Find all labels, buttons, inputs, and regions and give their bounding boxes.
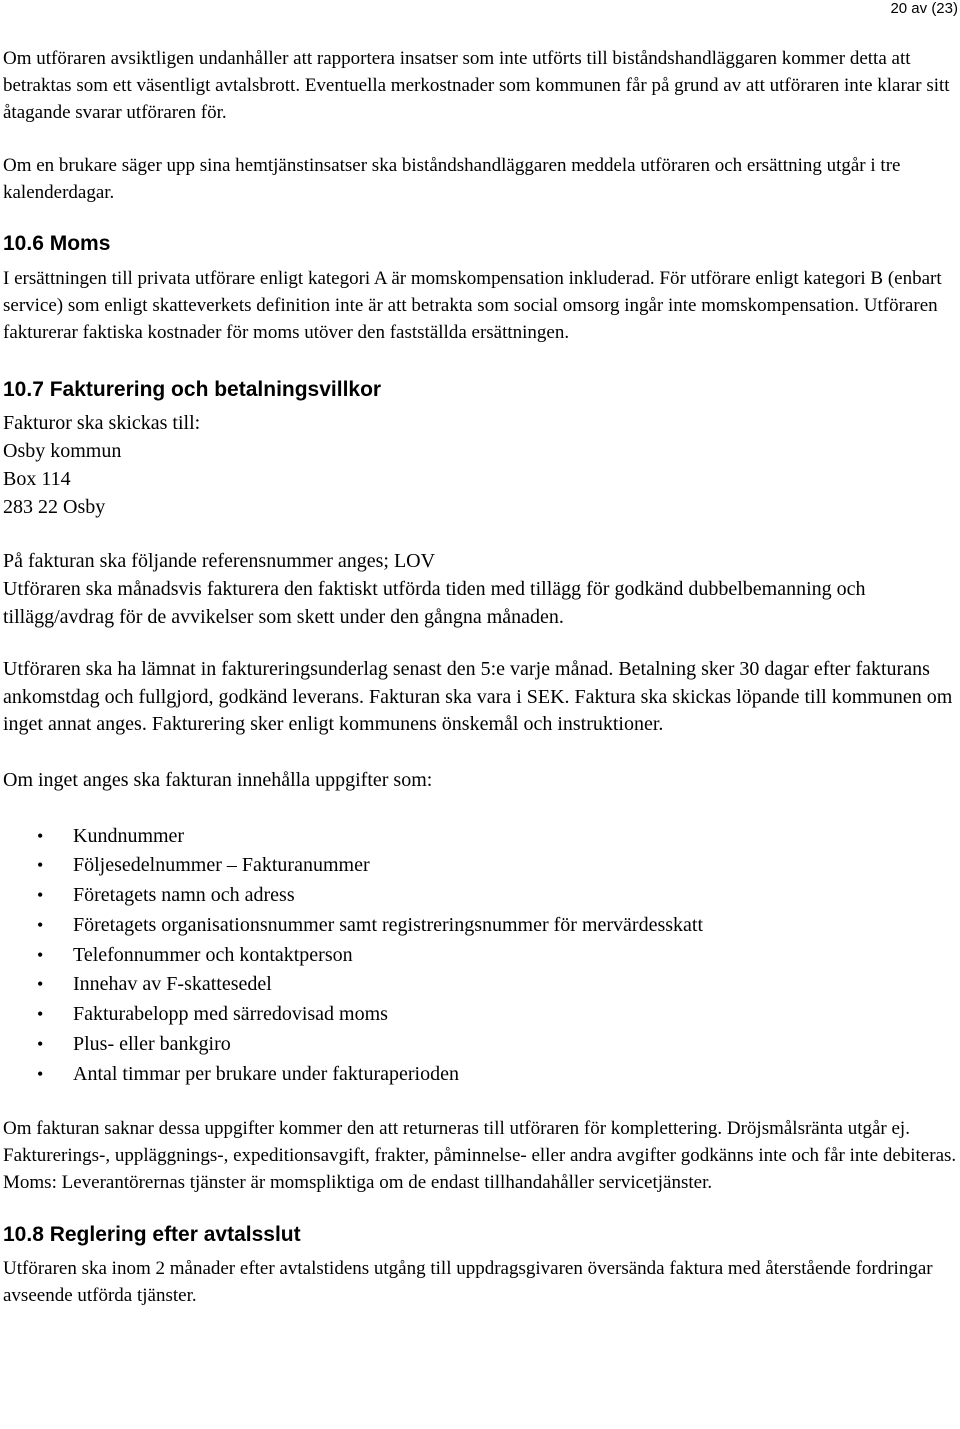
list-item: • Innehav av F-skattesedel <box>3 970 957 1000</box>
document-body <box>3 45 957 1309</box>
address-line-3: 283 22 Osby <box>3 496 106 518</box>
paragraph-settlement: Utföraren ska inom 2 månader efter avtalstidens utgång till uppdragsgivaren översända faktura med återstående fordringar avseende utförda tjänster. <box>3 1257 933 1306</box>
list-item: • Kundnummer <box>3 822 957 852</box>
heading-moms: 10.6 Moms <box>3 232 111 255</box>
paragraph-cancellation: Om en brukare säger upp sina hemtjänstinsatser ska biståndshandläggaren meddela utföraren och ersättning utgår i tre kalenderdagar. <box>3 155 901 203</box>
paragraph-monthly-invoicing: Utföraren ska månadsvis fakturera den faktiskt utförda tiden med tillägg för godkänd dubbelbemanning och tillägg/avdrag för de avvikelser som skett under den gångna månaden. <box>3 578 866 628</box>
list-item: • Företagets namn och adress <box>3 881 957 911</box>
address-line-1: Osby kommun <box>3 440 122 462</box>
heading-settlement: 10.8 Reglering efter avtalsslut <box>3 1222 301 1246</box>
list-item: • Antal timmar per brukare under fakturaperioden <box>3 1060 957 1090</box>
invoice-address-block <box>3 409 957 521</box>
page-number: 20 av (23) <box>890 0 958 17</box>
list-item: • Företagets organisationsnummer samt registreringsnummer för mervärdesskatt <box>3 911 957 941</box>
list-item: • Plus- eller bankgiro <box>3 1030 957 1060</box>
paragraph-missing-info: Om fakturan saknar dessa uppgifter kommer den att returneras till utföraren för komplettering. Dröjsmålsränta utgår ej. Fakturerings-, uppläggnings-, expeditionsavgift, frakter, påminnelse- eller andra avgifter godkänns inte och får inte debiteras. Moms: Leverantörernas tjänster är momspliktiga om de endast tillhandahåller servicetjänster. <box>3 1117 957 1193</box>
paragraph-moms: I ersättningen till privata utförare enligt kategori A är momskompensation inkluderad. För utförare enligt kategori B (enbart service) som enligt skatteverkets definition inte är att betrakta som social omsorg ingår inte momskompensation. Utföraren fakturerar faktiska kostnader för moms utöver den fastställda ersättningen. <box>3 268 942 343</box>
paragraph-list-intro: Om inget anges ska fakturan innehålla uppgifter som: <box>3 768 433 791</box>
paragraph-reference: På fakturan ska följande referensnummer anges; LOV <box>3 550 436 572</box>
heading-invoicing: 10.7 Fakturering och betalningsvillkor <box>3 378 382 401</box>
invoice-requirements-list <box>3 822 957 1090</box>
list-item: • Telefonnummer och kontaktperson <box>3 941 957 971</box>
address-intro: Fakturor ska skickas till: <box>3 412 201 434</box>
list-item: • Följesedelnummer – Fakturanummer <box>3 851 957 881</box>
paragraph-breach: Om utföraren avsiktligen undanhåller att rapportera insatser som inte utförts till biståndshandläggaren kommer detta att betraktas som ett väsentligt avtalsbrott. Eventuella merkostnader som kommunen får på grund av att utföraren inte klarar sitt åtagande svarar utföraren för. <box>3 48 950 123</box>
address-line-2: Box 114 <box>3 468 71 490</box>
list-item: • Fakturabelopp med särredovisad moms <box>3 1000 957 1030</box>
paragraph-payment-terms: Utföraren ska ha lämnat in faktureringsunderlag senast den 5:e varje månad. Betalning sker 30 dagar efter fakturans ankomstdag och fullgjord, godkänd leverans. Fakturan ska vara i SEK. Faktura ska skickas löpande till kommunen om inget annat anges. Fakturering sker enligt kommunens önskemål och instruktioner. <box>3 658 953 735</box>
